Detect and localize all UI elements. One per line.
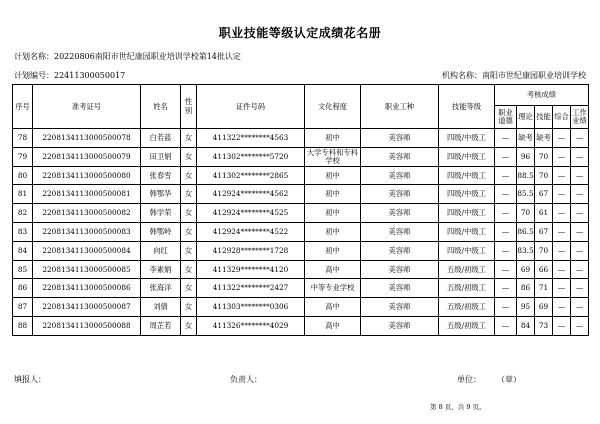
cell-overall: — <box>553 185 571 204</box>
cell-seq: 85 <box>13 260 33 279</box>
cell-id-no: 411303********0306 <box>197 298 305 317</box>
cell-exam-no: 2208134113000500082 <box>33 204 141 223</box>
cell-overall: — <box>553 241 571 260</box>
cell-skill: 71 <box>535 279 553 298</box>
cell-skill: 66 <box>535 260 553 279</box>
table-row <box>13 147 589 166</box>
cell-theory: 70 <box>517 204 535 223</box>
cell-ethics: — <box>495 185 517 204</box>
cell-overall: — <box>553 129 571 148</box>
cell-skill: 缺考 <box>535 129 553 148</box>
cell-work: — <box>571 222 589 241</box>
cell-level: 四级/中级工 <box>439 147 495 166</box>
cell-occupation: 美容师 <box>361 185 439 204</box>
org-name-label: 机构名称： <box>442 71 482 80</box>
cell-skill: 73 <box>535 316 553 335</box>
cell-overall: — <box>553 298 571 317</box>
cell-name: 向红 <box>141 241 181 260</box>
cell-occupation: 美容师 <box>361 166 439 185</box>
cell-work: — <box>571 241 589 260</box>
cell-sex: 女 <box>181 166 197 185</box>
header-seq: 序号 <box>13 85 33 129</box>
table-row <box>13 222 589 241</box>
cell-occupation: 美容师 <box>361 147 439 166</box>
cell-seq: 78 <box>13 129 33 148</box>
header-work <box>571 106 589 129</box>
cell-id-no: 411302********5720 <box>197 147 305 166</box>
cell-exam-no: 2208134113000500079 <box>33 147 141 166</box>
cell-theory: 69 <box>517 260 535 279</box>
cell-seq: 88 <box>13 316 33 335</box>
page-number: 第 8 页，共 9 页。 <box>430 403 486 411</box>
header-theory: 理论 <box>517 106 535 129</box>
cell-sex: 女 <box>181 260 197 279</box>
cell-name: 张海洋 <box>141 279 181 298</box>
table-row <box>13 316 589 335</box>
cell-id-no: 411302********2865 <box>197 166 305 185</box>
cell-occupation: 美容师 <box>361 298 439 317</box>
cell-occupation: 美容师 <box>361 222 439 241</box>
cell-sex: 女 <box>181 298 197 317</box>
plan-name-line <box>14 51 241 62</box>
table-row <box>13 279 589 298</box>
cell-exam-no: 2208134113000500083 <box>33 222 141 241</box>
cell-ethics: — <box>495 241 517 260</box>
cell-occupation: 美容师 <box>361 316 439 335</box>
cell-overall: — <box>553 204 571 223</box>
cell-overall: — <box>553 260 571 279</box>
cell-name: 刘倩 <box>141 298 181 317</box>
cell-skill: 70 <box>535 166 553 185</box>
cell-id-no: 412924********4562 <box>197 185 305 204</box>
cell-ethics: — <box>495 298 517 317</box>
cell-sex: 女 <box>181 185 197 204</box>
cell-name: 李素娟 <box>141 260 181 279</box>
header-exam-no: 准考证号 <box>33 85 141 129</box>
plan-code-line <box>14 70 125 81</box>
cell-name: 韩鄂华 <box>141 185 181 204</box>
cell-level: 四级/中级工 <box>439 241 495 260</box>
cell-work: — <box>571 260 589 279</box>
cell-level: 五级/初级工 <box>439 279 495 298</box>
cell-sex: 女 <box>181 147 197 166</box>
cell-name: 韩学荣 <box>141 204 181 223</box>
cell-theory: 86.5 <box>517 222 535 241</box>
cell-skill: 70 <box>535 147 553 166</box>
cell-work: — <box>571 185 589 204</box>
cell-work: — <box>571 147 589 166</box>
cell-overall: — <box>553 147 571 166</box>
cell-ethics: — <box>495 279 517 298</box>
cell-ethics: — <box>495 316 517 335</box>
cell-edu: 中等专业学校 <box>305 279 361 298</box>
cell-occupation: 美容师 <box>361 260 439 279</box>
cell-level: 四级/中级工 <box>439 129 495 148</box>
header-sex <box>181 85 197 129</box>
cell-ethics: — <box>495 166 517 185</box>
cell-theory: 83.5 <box>517 241 535 260</box>
cell-name: 白若蓝 <box>141 129 181 148</box>
cell-name: 周芷若 <box>141 316 181 335</box>
cell-skill: 61 <box>535 204 553 223</box>
header-ethics <box>495 106 517 129</box>
cell-ethics: — <box>495 147 517 166</box>
cell-edu: 初中 <box>305 185 361 204</box>
cell-id-no: 412928********1728 <box>197 241 305 260</box>
cell-seq: 86 <box>13 279 33 298</box>
header-skill: 技能 <box>535 106 553 129</box>
cell-work: — <box>571 316 589 335</box>
cell-name: 田卫娟 <box>141 147 181 166</box>
cell-ethics: — <box>495 260 517 279</box>
header-scores: 考核成绩 <box>495 85 589 106</box>
cell-work: — <box>571 166 589 185</box>
cell-skill: 67 <box>535 185 553 204</box>
header-edu: 文化程度 <box>305 85 361 129</box>
cell-edu: 大学专科和专科学校 <box>305 147 361 166</box>
seal-label: （章） <box>497 375 521 384</box>
unit-label: 单位： <box>457 375 481 384</box>
table-row <box>13 204 589 223</box>
cell-occupation: 美容师 <box>361 241 439 260</box>
score-roster-table <box>12 84 589 336</box>
cell-id-no: 411322********2427 <box>197 279 305 298</box>
cell-id-no: 411329********4120 <box>197 260 305 279</box>
cell-theory: 95 <box>517 298 535 317</box>
plan-code-value: 22411300050017 <box>54 71 126 80</box>
table-row <box>13 185 589 204</box>
cell-edu: 高中 <box>305 316 361 335</box>
cell-exam-no: 2208134113000500088 <box>33 316 141 335</box>
cell-overall: — <box>553 222 571 241</box>
table-row <box>13 260 589 279</box>
cell-occupation: 美容师 <box>361 129 439 148</box>
cell-theory: 96 <box>517 147 535 166</box>
cell-overall: — <box>553 316 571 335</box>
cell-level: 五级/初级工 <box>439 260 495 279</box>
cell-edu: 初中 <box>305 204 361 223</box>
cell-skill: 70 <box>535 241 553 260</box>
cell-level: 五级/初级工 <box>439 298 495 317</box>
cell-sex: 女 <box>181 204 197 223</box>
cell-exam-no: 2208134113000500087 <box>33 298 141 317</box>
cell-seq: 82 <box>13 204 33 223</box>
table-row <box>13 241 589 260</box>
cell-ethics: — <box>495 222 517 241</box>
cell-level: 四级/中级工 <box>439 166 495 185</box>
cell-work: — <box>571 298 589 317</box>
table-row <box>13 129 589 148</box>
cell-overall: — <box>553 166 571 185</box>
cell-ethics: — <box>495 204 517 223</box>
cell-edu: 初中 <box>305 129 361 148</box>
header-work-label: 工作业绩 <box>572 107 587 125</box>
cell-edu: 高中 <box>305 298 361 317</box>
cell-theory: 86 <box>517 279 535 298</box>
header-name: 姓名 <box>141 85 181 129</box>
cell-seq: 87 <box>13 298 33 317</box>
cell-level: 四级/中级工 <box>439 185 495 204</box>
cell-skill: 67 <box>535 222 553 241</box>
cell-exam-no: 2208134113000500084 <box>33 241 141 260</box>
responsible-label: 负责人： <box>230 375 262 384</box>
cell-ethics: — <box>495 129 517 148</box>
plan-name-value: 20220806南阳市世纪康园职业培训学校第14批认定 <box>54 52 241 61</box>
cell-seq: 81 <box>13 185 33 204</box>
cell-theory: 84 <box>517 316 535 335</box>
cell-id-no: 411326********4029 <box>197 316 305 335</box>
cell-sex: 女 <box>181 316 197 335</box>
cell-sex: 女 <box>181 222 197 241</box>
cell-sex: 女 <box>181 279 197 298</box>
table-row <box>13 166 589 185</box>
plan-name-label: 计划名称： <box>14 52 54 61</box>
header-sex-label: 性别 <box>184 97 193 115</box>
cell-seq: 84 <box>13 241 33 260</box>
cell-exam-no: 2208134113000500086 <box>33 279 141 298</box>
cell-sex: 女 <box>181 241 197 260</box>
cell-edu: 初中 <box>305 222 361 241</box>
header-overall: 综合 <box>553 106 571 129</box>
header-ethics-label: 职业道德 <box>498 107 513 125</box>
cell-occupation: 美容师 <box>361 204 439 223</box>
cell-exam-no: 2208134113000500078 <box>33 129 141 148</box>
cell-edu: 高中 <box>305 260 361 279</box>
cell-level: 四级/中级工 <box>439 204 495 223</box>
header-id-no: 证件号码 <box>197 85 305 129</box>
cell-edu: 初中 <box>305 241 361 260</box>
cell-sex: 女 <box>181 129 197 148</box>
org-name-value: 南阳市世纪康园职业培训学校 <box>482 71 586 80</box>
table-row <box>13 298 589 317</box>
cell-edu: 初中 <box>305 166 361 185</box>
cell-theory: 缺考 <box>517 129 535 148</box>
cell-work: — <box>571 279 589 298</box>
page-title: 职业技能等级认定成绩花名册 <box>218 26 382 40</box>
cell-seq: 83 <box>13 222 33 241</box>
cell-id-no: 412924********4522 <box>197 222 305 241</box>
cell-exam-no: 2208134113000500080 <box>33 166 141 185</box>
cell-seq: 79 <box>13 147 33 166</box>
cell-work: — <box>571 204 589 223</box>
cell-theory: 85.5 <box>517 185 535 204</box>
filler-label: 填报人： <box>14 375 46 384</box>
cell-name: 韩鄂岭 <box>141 222 181 241</box>
cell-exam-no: 2208134113000500081 <box>33 185 141 204</box>
cell-work: — <box>571 129 589 148</box>
cell-exam-no: 2208134113000500085 <box>33 260 141 279</box>
cell-level: 四级/中级工 <box>439 222 495 241</box>
cell-id-no: 411322********4563 <box>197 129 305 148</box>
cell-name: 张春雪 <box>141 166 181 185</box>
cell-theory: 88.5 <box>517 166 535 185</box>
header-occupation: 职业工种 <box>361 85 439 129</box>
header-level: 技能等级 <box>439 85 495 129</box>
cell-id-no: 412924********4525 <box>197 204 305 223</box>
plan-code-label: 计划编号： <box>14 71 54 80</box>
org-name-line <box>442 70 586 81</box>
cell-overall: — <box>553 279 571 298</box>
cell-seq: 80 <box>13 166 33 185</box>
cell-level: 五级/初级工 <box>439 316 495 335</box>
cell-occupation: 美容师 <box>361 279 439 298</box>
cell-skill: 69 <box>535 298 553 317</box>
